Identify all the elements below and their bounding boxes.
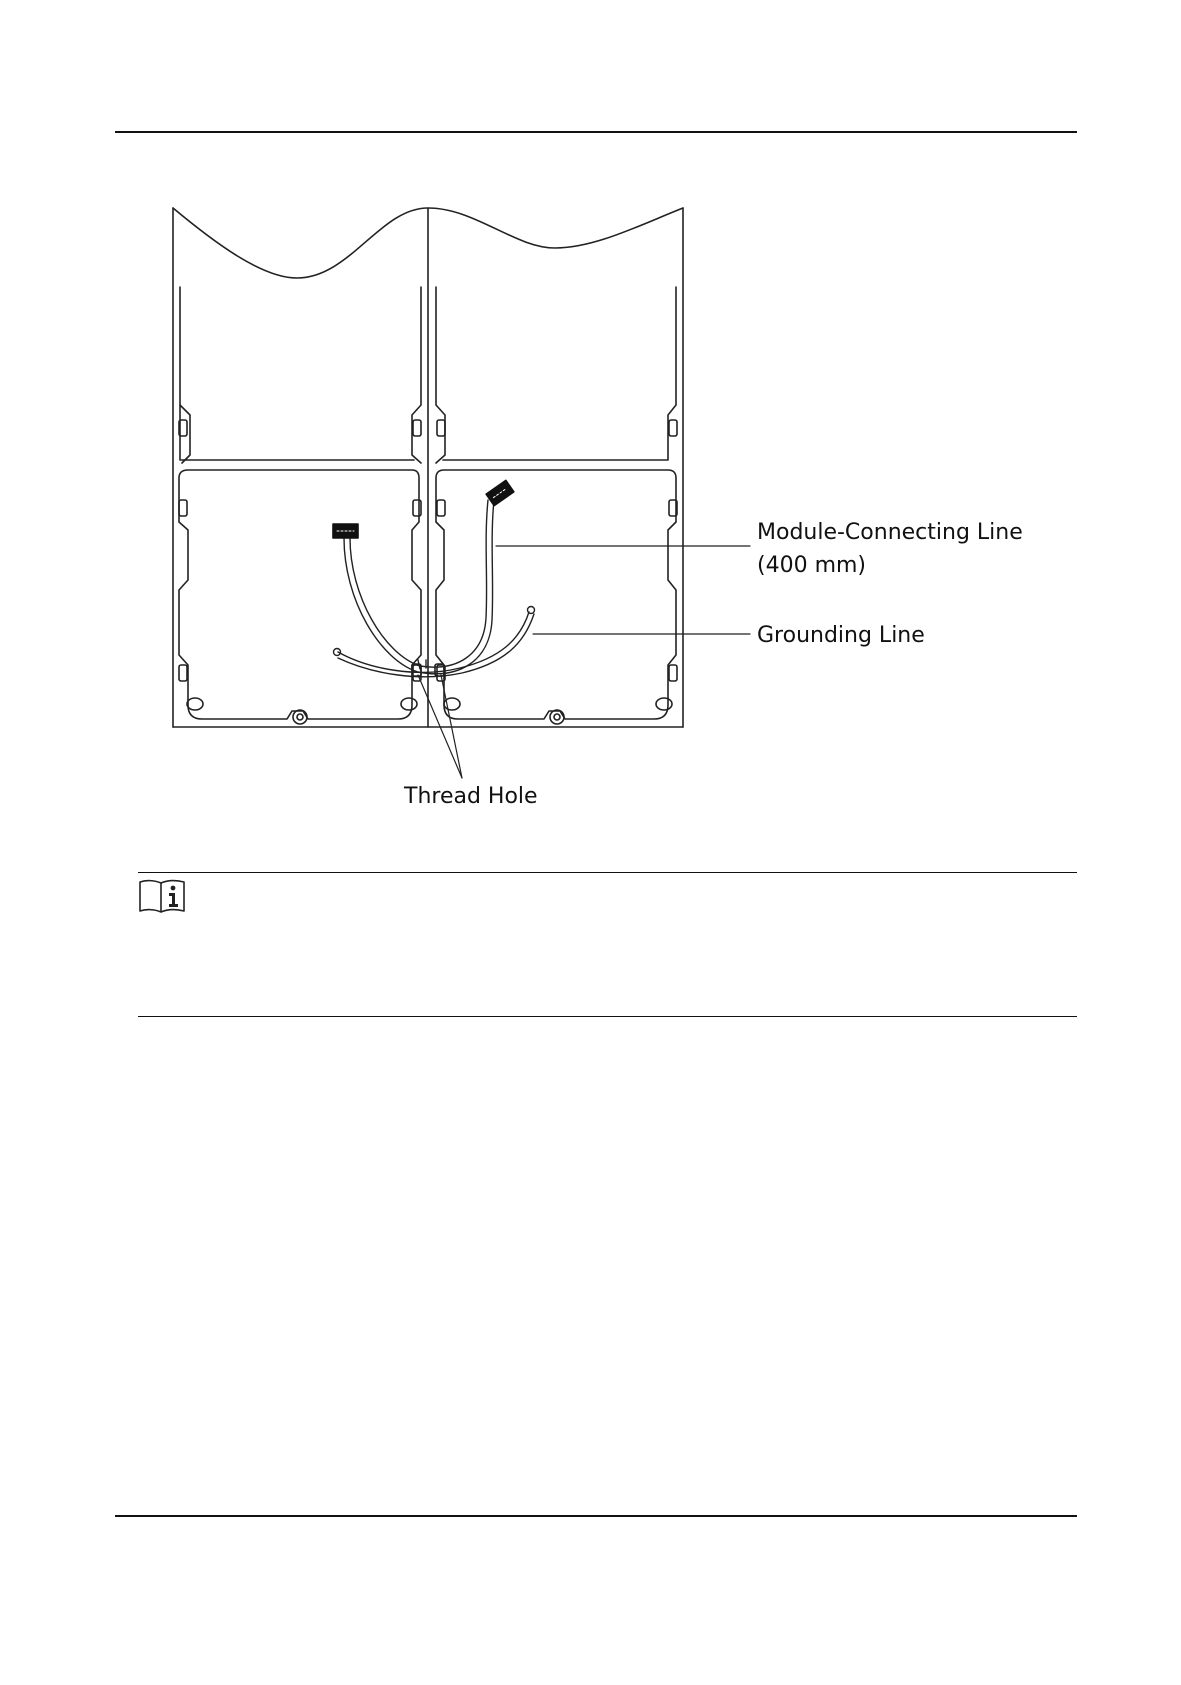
footer-rule xyxy=(115,1515,1077,1517)
module-connecting-length-label: (400 mm) xyxy=(757,553,867,578)
panel-outline xyxy=(173,208,683,727)
leader-lines xyxy=(418,546,750,778)
note-bottom-rule xyxy=(138,1016,1077,1017)
left-module xyxy=(179,287,421,724)
note-top-rule xyxy=(138,872,1077,873)
right-module xyxy=(436,287,677,724)
grounding-line-label: Grounding Line xyxy=(757,623,925,648)
note-book-info-icon xyxy=(138,879,186,913)
module-connecting-line-label: Module-Connecting Line xyxy=(757,520,1023,545)
connector-left xyxy=(333,524,358,538)
thread-hole-label: Thread Hole xyxy=(404,784,538,809)
connector-right xyxy=(486,480,514,505)
